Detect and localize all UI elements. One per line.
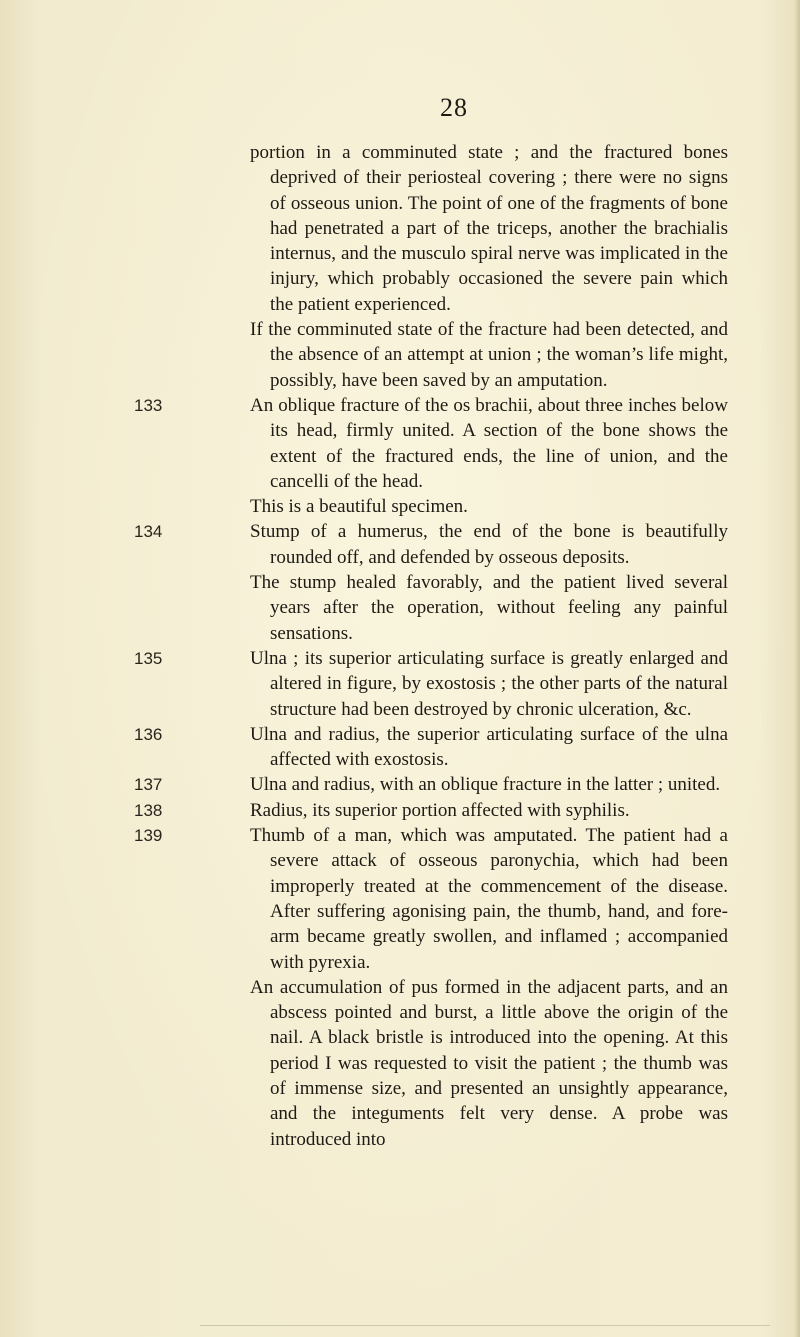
catalogue-entries: [0, 140, 800, 1152]
paragraph: [0, 975, 728, 1152]
catalogue-entry: [0, 393, 728, 494]
scan-bottom-edge: [200, 1325, 770, 1326]
entry-number: 134: [134, 522, 163, 542]
entry-text: An oblique fracture of the os brachii, about three inches below its head, firmly united. A section of the bone shows the extent of the fractured ends, the line of union, and the cancelli of the head.: [250, 394, 728, 492]
entry-number: 135: [134, 648, 163, 668]
entry-number: 138: [134, 800, 163, 820]
paragraph-text: If the comminuted state of the fracture had been detected, and the absence of an attempt at union ; the woman’s life might, possibly, have been saved by an amputation.: [250, 319, 728, 391]
catalogue-entry: [0, 798, 728, 823]
paragraph-text: The stump healed favorably, and the patient lived several years after the operation, without feeling any painful sensations.: [250, 572, 728, 644]
catalogue-entry: [0, 722, 728, 773]
catalogue-entry: [0, 772, 728, 797]
entry-number: 133: [134, 395, 163, 415]
paragraph-text: portion in a comminuted state ; and the fractured bones deprived of their periosteal covering ; there were no signs of osseous union. The point of one of the fragments of bone had penetrated a part of the triceps, another the brachialis internus, and the musculo spiral nerve was implicated in the injury, which probably occasioned the severe pain which the patient experienced.: [250, 142, 728, 315]
catalogue-entry: [0, 519, 728, 570]
paragraph: [0, 140, 728, 317]
entry-text: Ulna and radius, the superior articulating surface of the ulna affected with exostosis.: [250, 723, 728, 771]
paragraph: [0, 570, 728, 646]
page-number: 28: [440, 93, 468, 122]
entry-text: Ulna and radius, with an oblique fracture in the latter ; united.: [250, 774, 721, 796]
entry-number: 136: [134, 724, 163, 744]
entry-number: 137: [134, 775, 163, 795]
entry-text: Stump of a humerus, the end of the bone is beautifully rounded off, and defended by osseous deposits.: [250, 521, 728, 568]
scan-right-edge: [794, 0, 800, 1337]
entry-text: Radius, its superior portion affected with syphilis.: [250, 799, 630, 821]
catalogue-entry: [0, 646, 728, 722]
catalogue-entry: [0, 823, 728, 975]
paragraph-text: This is a beautiful specimen.: [250, 496, 468, 518]
paragraph: [0, 494, 728, 519]
entry-text: Ulna ; its superior articulating surface is greatly enlarged and altered in figure, by exostosis ; the other parts of the natural structure had been destroyed by chronic ulceration, &c.: [250, 647, 728, 720]
entry-number: 139: [134, 826, 163, 846]
paragraph-text: An accumulation of pus formed in the adjacent parts, and an abscess pointed and burst, a little above the origin of the nail. A black bristle is introduced into the opening. At this period I was requested to visit the patient ; the thumb was of immense size, and presented an unsightly appearance, and the integuments felt very dense. A probe was introduced into: [250, 976, 728, 1150]
entry-text: Thumb of a man, which was amputated. The patient had a severe attack of osseous paronychia, which had been improperly treated at the commencement of the disease. After suffering agonising pain, the thumb, hand, and fore-arm became greatly swollen, and inflamed ; accompanied with pyrexia.: [250, 825, 728, 973]
paragraph: [0, 317, 728, 393]
